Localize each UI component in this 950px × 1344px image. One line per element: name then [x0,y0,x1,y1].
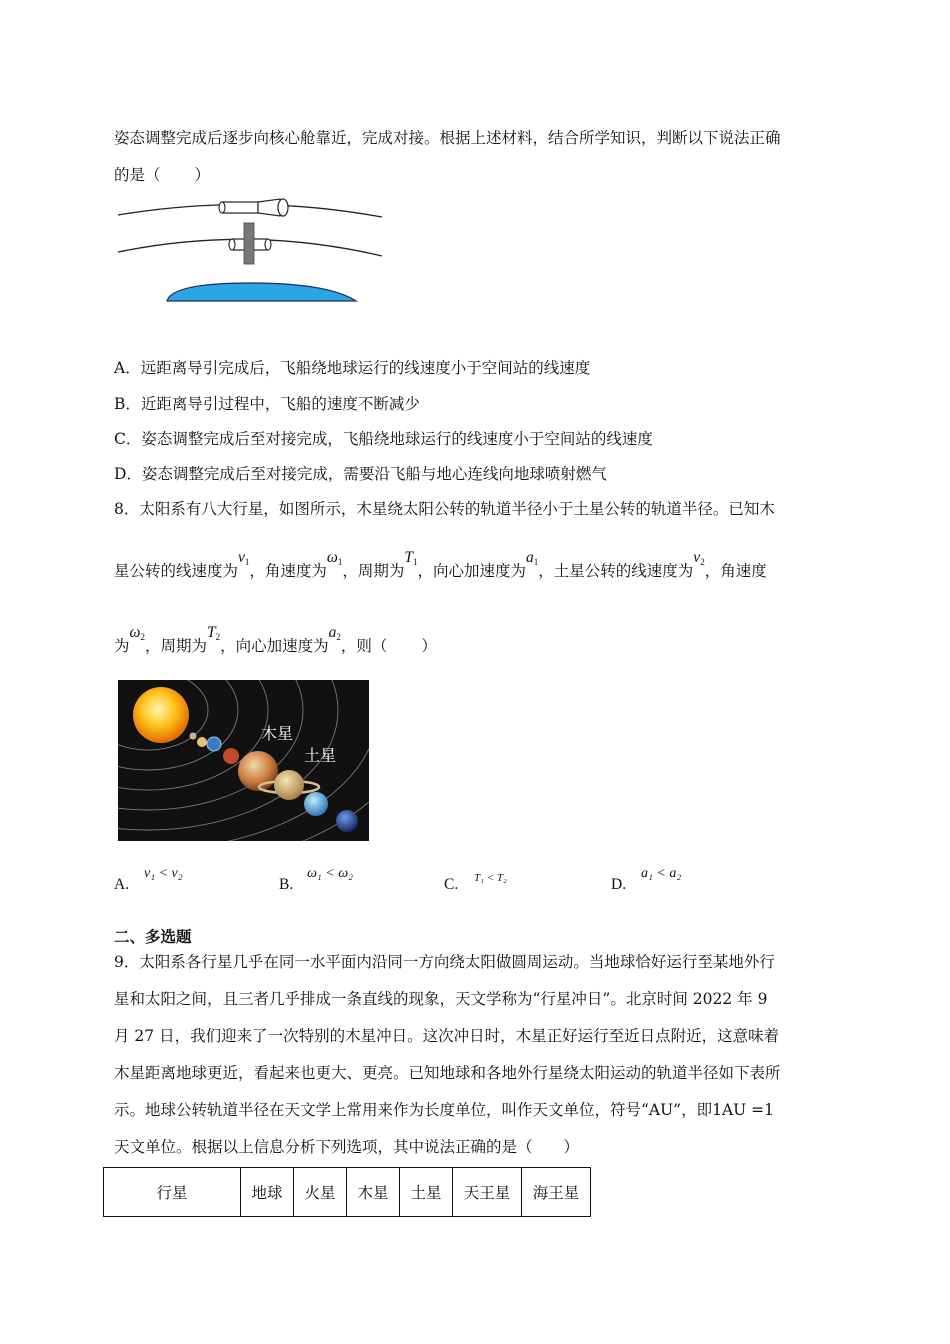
label-jupiter: 木星 [261,724,294,743]
table-header-cell: 海王星 [522,1168,591,1217]
q8-line2: 星公转的线速度为v1，角速度为ω1，周期为T1，向心加速度为a1，土星公转的线速度为v2，角速度 [114,549,767,580]
q7-stem-line2: 的是（ ） [114,166,211,184]
jupiter [238,751,278,791]
docking-diagram [110,195,390,305]
neptune [336,810,358,832]
q9-line6: 天文单位。根据以上信息分析下列选项，其中说法正确的是（ ） [114,1138,580,1156]
symbol-v1: v1 [238,549,250,567]
venus [197,737,207,747]
table-row [104,1168,591,1217]
table-header-cell: 木星 [347,1168,400,1217]
table-header-cell: 地球 [241,1168,294,1217]
earth [207,737,221,751]
q8-option-b: B. ω₁ < ω₂ [279,866,353,893]
q7-option-d: D．姿态调整完成后至对接完成，需要沿飞船与地心连线向地球喷射燃气 [114,465,607,483]
q7-stem-line1: 姿态调整完成后逐步向核心舱靠近，完成对接。根据上述材料，结合所学知识，判断以下说法正确 [114,129,781,147]
spacecraft [229,223,271,264]
q8-line3: 为ω2，周期为T2，向心加速度为a2，则（ ） [114,624,437,655]
q8-option-a: A. v₁ < v₂ [114,866,183,893]
solar-system-figure [118,680,369,841]
q9-line2: 星和太阳之间，且三者几乎排成一条直线的现象，天文学称为“行星冲日”。北京时间 2022 年 9 [114,990,768,1008]
sun [133,687,189,743]
saturn [274,770,304,800]
uranus [304,792,328,816]
space-station [219,199,288,216]
mars [223,748,239,764]
q8-option-d: D. a₁ < a₂ [611,866,682,893]
symbol-omega2: ω2 [129,624,145,642]
symbol-t1: T1 [404,549,418,567]
symbol-a2: a2 [328,624,341,642]
symbol-v2: v2 [693,549,705,567]
q8-line1: 8．太阳系有八大行星，如图所示，木星绕太阳公转的轨道半径小于土星公转的轨道半径。已知木 [114,500,775,518]
symbol-a1: a1 [526,549,539,567]
table-header-cell: 天王星 [453,1168,522,1217]
q8-option-c: C. T₁ < T₂ [444,872,507,893]
earth-cap [167,283,356,301]
q7-option-a: A．远距离导引完成后，飞船绕地球运行的线速度小于空间站的线速度 [114,359,591,377]
planet-orbit-table [103,1167,591,1217]
section-heading-multiple-choice: 二、多选题 [114,927,192,946]
table-header-cell: 火星 [294,1168,347,1217]
label-saturn: 土星 [304,746,337,765]
symbol-omega1: ω1 [326,549,343,567]
q9-line5: 示。地球公转轨道半径在天文学上常用来作为长度单位，叫作天文单位，符号“AU”，即1AU =1 [114,1101,775,1119]
table-header-cell: 行星 [104,1168,241,1217]
table-header-cell: 土星 [400,1168,453,1217]
q9-line1: 9．太阳系各行星几乎在同一水平面内沿同一方向绕太阳做圆周运动。当地球恰好运行至某地外行 [114,953,775,971]
q9-line3: 月 27 日，我们迎来了一次特别的木星冲日。这次冲日时，木星正好运行至近日点附近，这意味着 [114,1027,780,1045]
q7-option-c: C．姿态调整完成后至对接完成，飞船绕地球运行的线速度小于空间站的线速度 [114,430,653,448]
q7-option-b: B．近距离导引过程中，飞船的速度不断减少 [114,395,420,413]
symbol-t2: T2 [206,624,221,642]
mercury [190,733,197,740]
q9-line4: 木星距离地球更近，看起来也更大、更亮。已知地球和各地外行星绕太阳运动的轨道半径如下表所 [114,1064,781,1082]
